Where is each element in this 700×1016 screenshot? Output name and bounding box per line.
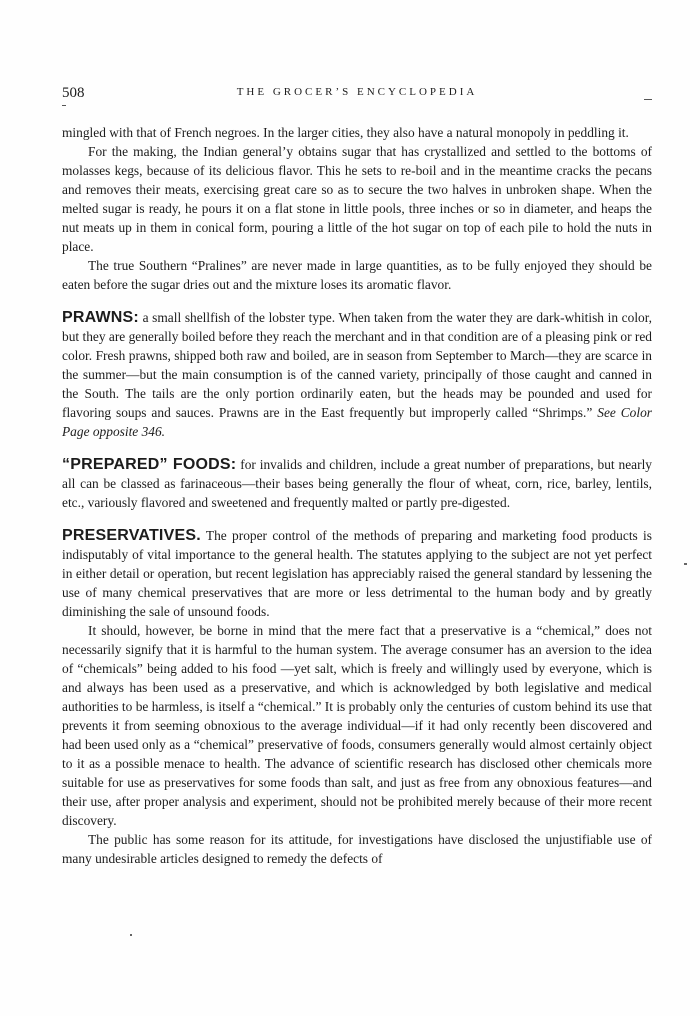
paragraph: mingled with that of French negroes. In the larger cities, they also have a natural monopoly in peddling it. xyxy=(62,125,629,140)
entry-heading: PRAWNS: xyxy=(62,309,139,326)
stray-print-mark xyxy=(130,934,132,936)
entry-preservatives xyxy=(62,526,652,621)
paragraph: For the making, the Indian general’y obtains sugar that has crystallized and settled to the bottoms of molasses kegs, because of its delicious flavor. This he sets to re-boil and in the meantime cracks the pecans and removes their meats, exercising great care so as to secure the two halves in unbroken shape. When the melted sugar is ready, he pours it on a flat stone in little pools, three inches or so in diameter, and heaps the nut meats up in them in conical form, pouring a little of the hot sugar on top of each pile to hold the nuts in place. xyxy=(62,144,652,254)
page-number: 508 xyxy=(62,85,85,101)
entry-text: The proper control of the methods of preparing and marketing food products is indisputably of vital importance to the general health. The statutes applying to the subject are not yet perfect in either detail or operation, but recent legislation has appreciably raised the general standard by lessening the use of many chemical preservatives that are more or less detrimental to the human body and by greatly diminishing the sale of unsound foods. xyxy=(62,528,652,619)
entry-heading: “PREPARED” FOODS: xyxy=(62,456,237,473)
entry-prepared-foods xyxy=(62,455,652,512)
paragraph: The public has some reason for its attitude, for investigations have disclosed the unjustifiable use of many undesirable articles designed to remedy the defects of xyxy=(62,832,652,866)
paragraph: The true Southern “Pralines” are never made in large quantities, as to be fully enjoyed they should be eaten before the sugar dries out and the mixture loses its aromatic flavor. xyxy=(62,258,652,292)
header-rule-mark xyxy=(644,99,652,100)
entry-text: a small shellfish of the lobster type. When taken from the water they are dark-whitish in color, but they are generally boiled before they reach the merchant and in that condition are of a pleasing pink or red color. Fresh prawns, shipped both raw and boiled, are in season from September to March—they are scarce in the summer—but the main consumption is of the canned variety, principally of those caught and canned in the South. The tails are the only portion ordinarily eaten, but the heads may be pounded and used for flavoring soups and sauces. Prawns are in the East frequently but improperly called “Shrimps.” xyxy=(62,310,652,420)
paragraph: It should, however, be borne in mind that the mere fact that a preservative is a “chemical,” does not necessarily signify that it is harmful to the human system. The average consumer has an aversion to the idea of “chemicals” being added to his food —yet salt, which is freely and willingly used by everyone, which is and always has been used as a preservative, and which is acknowledged by both legislative and medical authorities to be harmless, is itself a “chemical.” It is probably only the centuries of custom behind its use that prevents it from seeming obnoxious to the average individual—if it had only recently been discovered and had been used only as a “chemical” preservative of foods, consumers generally would almost certainly object to it as a possible menace to health. The advance of scientific research has disclosed other chemicals more suitable for use as preservatives for some foods than salt, and just as free from any obnoxious features—and their use, after proper analysis and experiment, should not be prohibited merely because of their more recent discovery. xyxy=(62,623,652,828)
header-rule-mark xyxy=(62,105,66,106)
margin-mark xyxy=(684,563,687,565)
page-header xyxy=(62,85,652,105)
entry-prawns xyxy=(62,308,652,441)
entry-heading: PRESERVATIVES. xyxy=(62,527,201,544)
page-body xyxy=(62,123,652,868)
entry-text: for invalids and children, include a great number of preparations, but nearly all can be classed as farinaceous—their bases being generally the flour of wheat, corn, rice, barley, lentils, etc., variously flavored and sweetened and frequently malted or partly pre-digested. xyxy=(62,457,652,510)
see-also-reference: See Color Page opposite 346. xyxy=(62,405,653,439)
running-title: THE GROCER’S ENCYCLOPEDIA xyxy=(236,86,478,98)
